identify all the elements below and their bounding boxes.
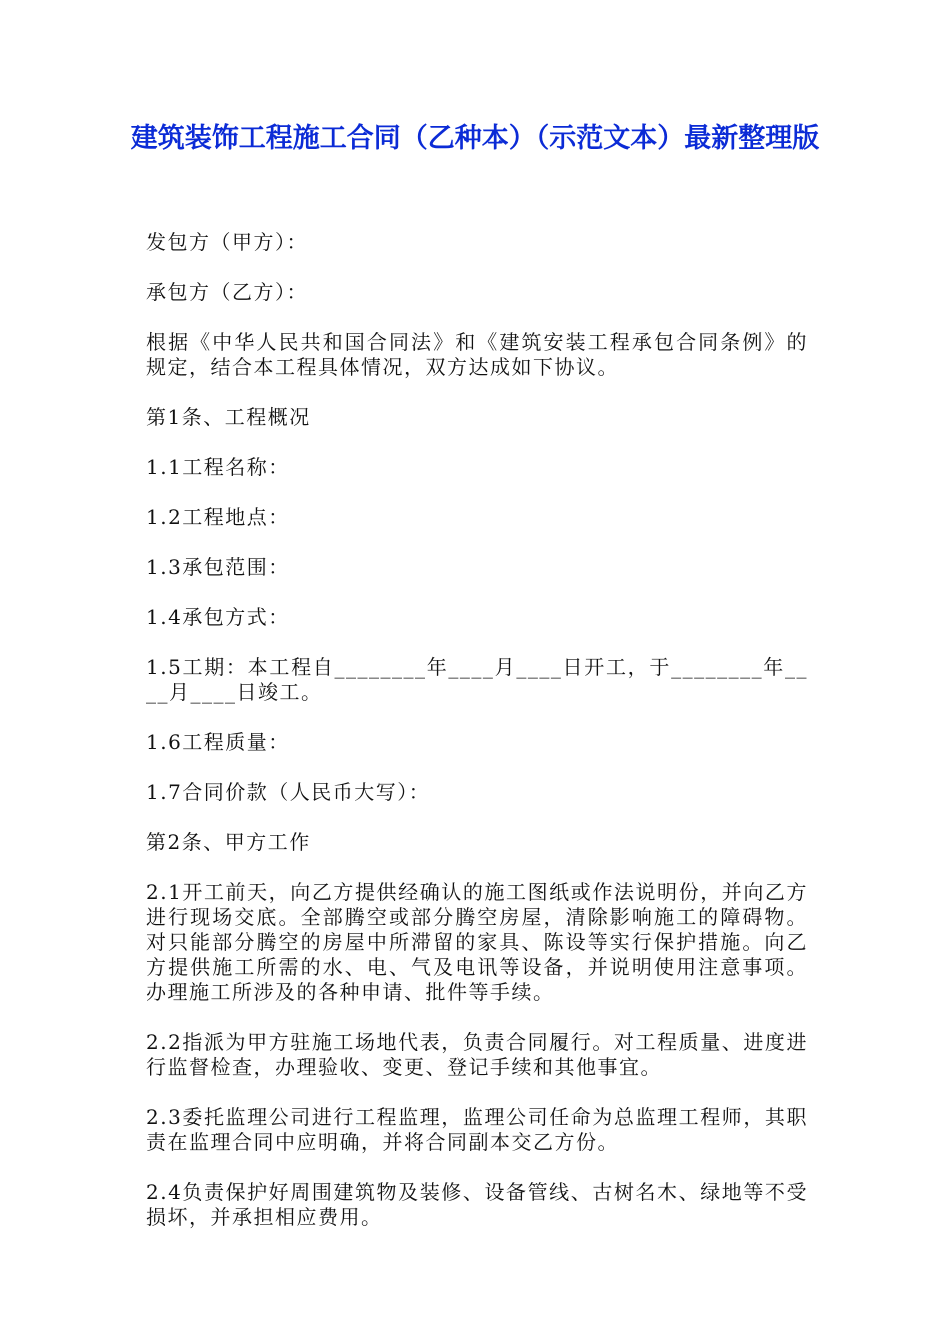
article-2-heading: 第2条、甲方工作 <box>146 830 311 854</box>
clause-1-1: 1.1工程名称： <box>146 455 290 479</box>
clause-2-1: 2.1开工前天，向乙方提供经确认的施工图纸或作法说明份，并向乙方进行现场交底。全部腾空或部分腾空房屋，清除影响施工的障碍物。对只能部分腾空的房屋中所滞留的家具、陈设等实行保护措施。向乙方提供施工所需的水、电、气及电讯等设备，并说明使用注意事项。办理施工所涉及的各种申请、批件等手续。 <box>146 880 808 1004</box>
clause-1-3: 1.3承包范围： <box>146 555 290 579</box>
clause-1-7: 1.7合同价款（人民币大写）： <box>146 780 431 804</box>
preamble-paragraph: 根据《中华人民共和国合同法》和《建筑安装工程承包合同条例》的规定，结合本工程具体情况，双方达成如下协议。 <box>146 330 808 379</box>
clause-2-2: 2.2指派为甲方驻施工场地代表，负责合同履行。对工程质量、进度进行监督检查，办理验收、变更、登记手续和其他事宜。 <box>146 1030 808 1079</box>
document-title: 建筑装饰工程施工合同（乙种本）（示范文本）最新整理版 <box>130 123 820 154</box>
party-b-line: 承包方（乙方）： <box>146 280 308 304</box>
clause-2-4: 2.4负责保护好周围建筑物及装修、设备管线、古树名木、绿地等不受损坏，并承担相应费用。 <box>146 1180 808 1229</box>
clause-2-3: 2.3委托监理公司进行工程监理，监理公司任命为总监理工程师，其职责在监理合同中应明确，并将合同副本交乙方份。 <box>146 1105 808 1154</box>
clause-1-5: 1.5工期：本工程自________年____月____日开工，于________年____月____日竣工。 <box>146 655 808 704</box>
article-1-heading: 第1条、工程概况 <box>146 405 311 429</box>
party-a-line: 发包方（甲方）： <box>146 230 308 254</box>
clause-1-2: 1.2工程地点： <box>146 505 290 529</box>
document-body <box>146 230 808 1255</box>
clause-1-6: 1.6工程质量： <box>146 730 290 754</box>
clause-1-4: 1.4承包方式： <box>146 605 290 629</box>
